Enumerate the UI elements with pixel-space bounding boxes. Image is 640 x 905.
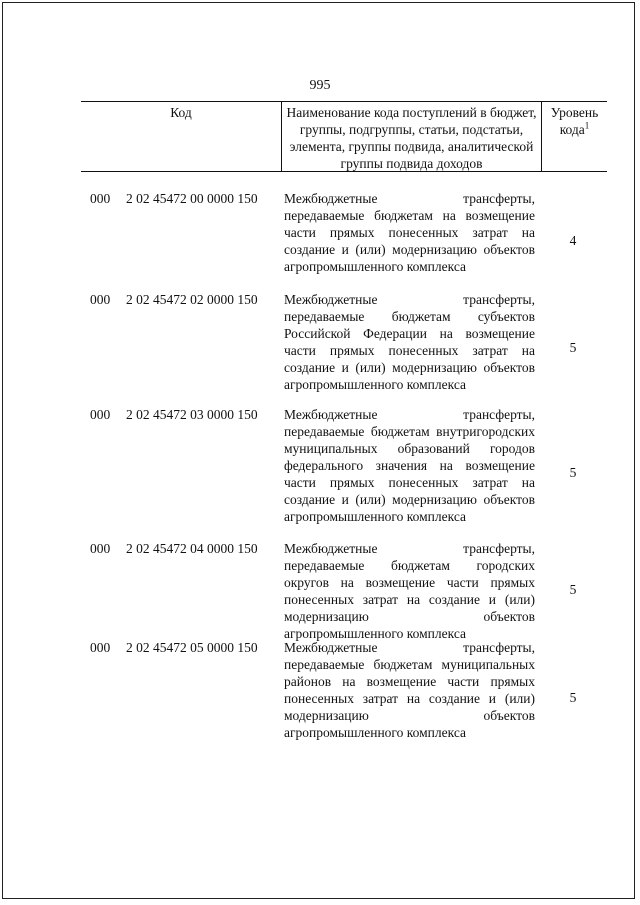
header-level (542, 102, 607, 171)
row-prefix: 000 (90, 407, 111, 422)
table-header (81, 101, 607, 172)
header-name: Наименование кода поступлений в бюджет, группы, подгруппы, статьи, подстатьи, элемента, группы подвида, аналитической группы подвида доходов (281, 102, 542, 171)
row-level: 5 (569, 340, 577, 355)
row-name: Межбюджетные трансферты, передаваемые бюджетам субъектов Российской Федерации на возмещение части прямых понесенных затрат на создание и (или) модернизацию объектов агропромышленного комплекса (284, 292, 535, 392)
header-level-footnote: 1 (584, 120, 590, 131)
row-code: 2 02 45472 03 0000 150 (126, 407, 258, 422)
row-level: 5 (569, 582, 577, 597)
header-level-label: Уровень кода (550, 105, 599, 137)
row-prefix: 000 (90, 191, 111, 206)
header-code: Код (170, 105, 192, 120)
row-level: 5 (569, 465, 577, 480)
row-name: Межбюджетные трансферты, передаваемые бюджетам муниципальных районов на возмещение части прямых понесенных затрат на создание и (или) модернизацию объектов агропромышленного комплекса (284, 640, 535, 740)
row-code: 2 02 45472 02 0000 150 (126, 292, 258, 307)
page-number: 995 (309, 78, 331, 93)
row-prefix: 000 (90, 640, 111, 655)
row-code: 2 02 45472 00 0000 150 (126, 191, 258, 206)
row-code: 2 02 45472 05 0000 150 (126, 640, 258, 655)
row-name: Межбюджетные трансферты, передаваемые бюджетам внутригородских муниципальных образований городов федерального значения на возмещение части прямых понесенных затрат на создание и (или) модернизацию объектов агропромышленного комплекса (284, 407, 535, 524)
row-name: Межбюджетные трансферты, передаваемые бюджетам на возмещение части прямых понесенных затрат на создание и (или) модернизацию объектов агропромышленного комплекса (284, 191, 535, 274)
row-code: 2 02 45472 04 0000 150 (126, 541, 258, 556)
row-level: 4 (569, 233, 577, 248)
row-name: Межбюджетные трансферты, передаваемые бюджетам городских округов на возмещение части прямых понесенных затрат на создание и (или) модернизацию объектов агропромышленного комплекса (284, 541, 535, 641)
row-prefix: 000 (90, 541, 111, 556)
row-prefix: 000 (90, 292, 111, 307)
row-level: 5 (569, 690, 577, 705)
